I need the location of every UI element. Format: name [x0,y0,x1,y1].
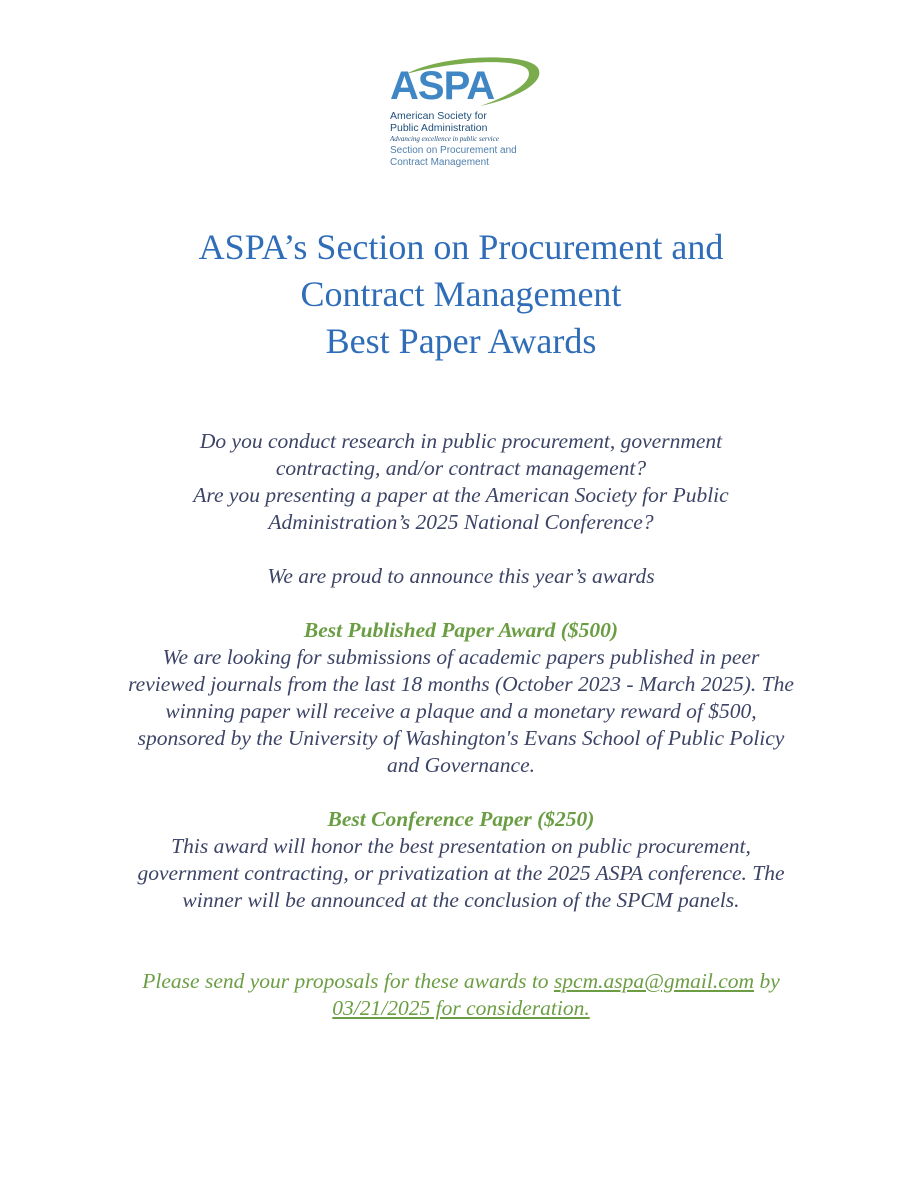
logo-org-line1: American Society for [390,110,487,122]
aspa-logo [388,52,558,174]
title-line: Contract Management [300,274,622,314]
deadline-text: 03/21/2025 for consideration. [332,996,590,1020]
logo-tagline: Advancing excellence in public service [390,135,499,143]
logo-section-line1: Section on Procurement and [390,145,517,156]
award-description-line: government contracting, or privatization at the 2025 ASPA conference. The [137,861,785,885]
spacer [61,536,861,563]
award-heading: Best Conference Paper ($250) [327,807,595,831]
intro-line: Administration’s 2025 National Conference? [268,510,654,534]
spacer [61,590,861,617]
email-link[interactable]: spcm.aspa@gmail.com [553,969,755,993]
award-conference-paper [61,806,861,914]
logo-section-line2: Contract Management [390,157,489,168]
award-description-line: sponsored by the University of Washington's Evans School of Public Policy [137,726,785,750]
award-published-paper [61,617,861,779]
logo-wordmark: ASPA [390,64,495,108]
award-description-line: reviewed journals from the last 18 months (October 2023 - March 2025). The [128,672,794,696]
closing-by: by [754,969,780,993]
intro-line: Are you presenting a paper at the American Society for Public [193,483,729,507]
announcement-text: We are proud to announce this year’s awards [267,564,655,588]
page-title [61,224,861,365]
intro-line: Do you conduct research in public procurement, government [199,429,723,453]
closing-prefix: Please send your proposals for these awards to [142,969,554,993]
award-description-line: and Governance. [386,753,536,777]
logo-org-line2: Public Administration [390,122,488,134]
intro-block [61,428,861,536]
spacer [61,779,861,806]
spacer [61,941,861,968]
award-description-line: winning paper will receive a plaque and a monetary reward of $500, [165,699,757,723]
closing-note [61,968,861,1022]
spacer [61,914,861,941]
award-description-line: winner will be announced at the conclusion of the SPCM panels. [182,888,740,912]
award-description-line: This award will honor the best presentation on public procurement, [171,834,751,858]
closing-line [61,968,861,995]
award-description-line: We are looking for submissions of academic papers published in peer [162,645,760,669]
intro-line: contracting, and/or contract management? [275,456,647,480]
award-heading: Best Published Paper Award ($500) [303,618,619,642]
flyer-body [61,428,861,1022]
title-line: Best Paper Awards [325,321,597,361]
title-line: ASPA’s Section on Procurement and [198,227,724,267]
